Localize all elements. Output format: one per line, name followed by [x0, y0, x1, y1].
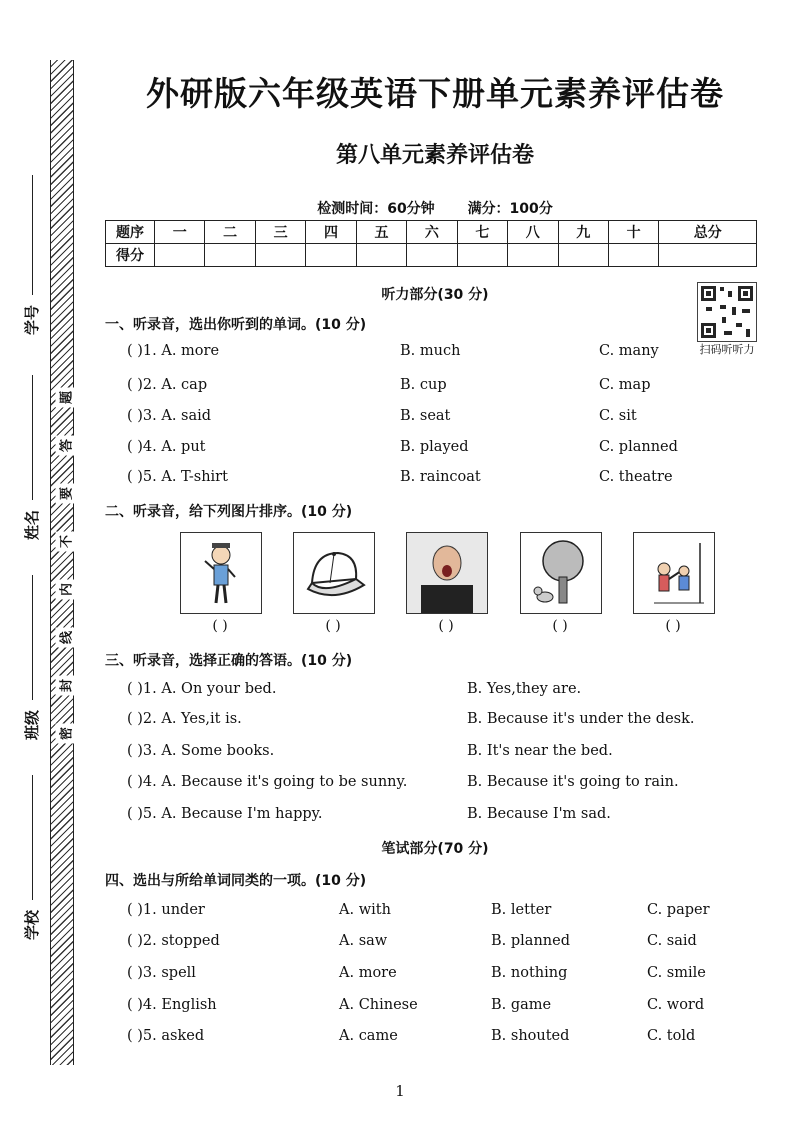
picture-4	[520, 532, 602, 614]
option-b: B. Because I'm sad.	[467, 806, 611, 822]
binding-hatch	[50, 60, 74, 1065]
kids-pointing-icon	[634, 533, 714, 613]
question-text[interactable]: ( )5. asked	[127, 1028, 205, 1044]
picture-5	[633, 532, 715, 614]
score-table-header-cell: 二	[205, 221, 255, 244]
score-table-header-cell: 十	[608, 221, 658, 244]
section4-item	[105, 902, 765, 926]
main-title: 外研版六年级英语下册单元素养评估卷	[146, 74, 724, 113]
option-b: B. played	[400, 439, 469, 455]
section3-item	[105, 711, 765, 735]
option-c: C. said	[647, 933, 697, 949]
score-table-header-cell: 三	[255, 221, 305, 244]
score-input-cell[interactable]	[356, 244, 406, 267]
exam-full-score: 满分：100分	[467, 201, 553, 217]
question-text[interactable]: ( )5. A. Because I'm happy.	[127, 806, 323, 822]
option-b: B. nothing	[491, 965, 568, 981]
question-text[interactable]: ( )2. A. Yes,it is.	[127, 711, 242, 727]
exam-time: 检测时间：60分钟	[317, 201, 435, 217]
option-c: C. word	[647, 997, 705, 1013]
option-b: B. shouted	[491, 1028, 570, 1044]
question-text[interactable]: ( )5. A. T-shirt	[127, 469, 228, 485]
option-b: B. much	[400, 343, 461, 359]
section1-item	[105, 439, 765, 463]
section3-title: 三、听录音，选择正确的答语。(10 分)	[105, 653, 353, 669]
option-c: C. paper	[647, 902, 710, 918]
class-label: 班级	[23, 710, 41, 741]
seal-char: 密	[56, 724, 75, 744]
question-text[interactable]: ( )3. A. Some books.	[127, 743, 275, 759]
option-c: C. smile	[647, 965, 706, 981]
section4-item	[105, 997, 765, 1021]
question-text[interactable]: ( )2. stopped	[127, 933, 220, 949]
option-b: B. Because it's going to rain.	[467, 774, 679, 790]
written-title: 笔试部分(70 分)	[381, 841, 489, 857]
sub-title: 第八单元素养评估卷	[335, 143, 534, 168]
score-input-cell[interactable]	[608, 244, 658, 267]
section3-item	[105, 743, 765, 767]
option-a: A. with	[339, 902, 391, 918]
score-table-header-cell: 四	[306, 221, 356, 244]
cap-icon	[294, 533, 374, 613]
section1-item	[105, 408, 765, 432]
picture-2-answer[interactable]: ( )	[325, 618, 341, 634]
score-table-header-cell: 五	[356, 221, 406, 244]
option-c: C. told	[647, 1028, 696, 1044]
picture-5-answer[interactable]: ( )	[665, 618, 681, 634]
question-text[interactable]: ( )1. A. more	[127, 343, 220, 359]
question-text[interactable]: ( )1. A. On your bed.	[127, 681, 277, 697]
score-input-cell[interactable]	[659, 244, 757, 267]
picture-2	[293, 532, 375, 614]
qr-label: 扫码听听力	[699, 343, 755, 356]
shouting-boy-icon	[407, 533, 487, 613]
seal-char: 封	[56, 676, 75, 696]
score-input-cell[interactable]	[255, 244, 305, 267]
section1-item	[105, 377, 765, 401]
option-a: A. more	[339, 965, 397, 981]
section4-item	[105, 933, 765, 957]
seal-char: 答	[56, 436, 75, 456]
option-c: C. planned	[599, 439, 678, 455]
score-input-cell[interactable]	[457, 244, 507, 267]
option-b: B. It's near the bed.	[467, 743, 613, 759]
picture-1	[180, 532, 262, 614]
section4-title: 四、选出与所给单词同类的一项。(10 分)	[105, 873, 367, 889]
option-a: A. Chinese	[339, 997, 418, 1013]
section1-item	[105, 469, 765, 493]
score-table-header-cell: 六	[407, 221, 457, 244]
picture-3	[406, 532, 488, 614]
option-b: B. game	[491, 997, 552, 1013]
question-text[interactable]: ( )4. A. Because it's going to be sunny.	[127, 774, 408, 790]
score-input-cell[interactable]	[508, 244, 558, 267]
score-table-header-cell: 题序	[106, 221, 155, 244]
score-table-header-cell: 八	[508, 221, 558, 244]
section4-item	[105, 1028, 765, 1052]
option-b: B. cup	[400, 377, 447, 393]
section3-item	[105, 806, 765, 830]
class-line[interactable]	[32, 575, 33, 700]
option-a: A. came	[339, 1028, 398, 1044]
seal-char: 要	[56, 484, 75, 504]
qr-code-icon[interactable]	[697, 282, 757, 342]
section1-title: 一、听录音，选出你听到的单词。(10 分)	[105, 317, 367, 333]
option-b: B. seat	[400, 408, 451, 424]
section1-item	[105, 343, 765, 367]
seal-char: 题	[56, 388, 75, 408]
question-text[interactable]: ( )3. A. said	[127, 408, 212, 424]
student-number-line[interactable]	[32, 175, 33, 295]
seal-char: 线	[56, 628, 75, 648]
name-label: 姓名	[23, 510, 41, 541]
exam-meta	[105, 198, 765, 218]
option-c: C. theatre	[599, 469, 673, 485]
option-c: C. map	[599, 377, 651, 393]
seal-char: 不	[56, 532, 75, 552]
page-number: 1	[395, 1082, 405, 1100]
question-text[interactable]: ( )2. A. cap	[127, 377, 208, 393]
score-input-cell[interactable]	[205, 244, 255, 267]
score-input-cell[interactable]	[306, 244, 356, 267]
picture-1-answer[interactable]: ( )	[212, 618, 228, 634]
score-input-cell[interactable]	[155, 244, 205, 267]
question-text[interactable]: ( )1. under	[127, 902, 205, 918]
score-table-score-row	[106, 244, 757, 267]
student-number-label: 学号	[23, 305, 41, 336]
option-b: B. planned	[491, 933, 570, 949]
listening-title: 听力部分(30 分)	[381, 287, 489, 303]
question-text[interactable]: ( )4. A. put	[127, 439, 206, 455]
tree-dog-icon	[521, 533, 601, 613]
section4-item	[105, 965, 765, 989]
question-text[interactable]: ( )4. English	[127, 997, 217, 1013]
boy-cartoon-icon	[181, 533, 261, 613]
seal-char: 内	[56, 580, 75, 600]
score-input-cell[interactable]	[558, 244, 608, 267]
binding-margin	[0, 0, 80, 1130]
option-c: C. many	[599, 343, 659, 359]
score-label-cell: 得分	[106, 244, 155, 267]
score-table-header-cell: 一	[155, 221, 205, 244]
option-c: C. sit	[599, 408, 637, 424]
option-b: B. Yes,they are.	[467, 681, 582, 697]
school-label: 学校	[23, 910, 41, 941]
score-table-header-cell: 总分	[659, 221, 757, 244]
option-b: B. raincoat	[400, 469, 481, 485]
name-line[interactable]	[32, 375, 33, 500]
score-table-header-cell: 七	[457, 221, 507, 244]
section2-title: 二、听录音，给下列图片排序。(10 分)	[105, 504, 353, 520]
score-table-header-row	[106, 221, 757, 244]
section3-item	[105, 681, 765, 705]
option-b: B. letter	[491, 902, 552, 918]
score-table-header-cell: 九	[558, 221, 608, 244]
picture-4-answer[interactable]: ( )	[552, 618, 568, 634]
section3-item	[105, 774, 765, 798]
picture-3-answer[interactable]: ( )	[438, 618, 454, 634]
question-text[interactable]: ( )3. spell	[127, 965, 196, 981]
score-table	[105, 220, 757, 267]
option-a: A. saw	[339, 933, 388, 949]
score-input-cell[interactable]	[407, 244, 457, 267]
option-b: B. Because it's under the desk.	[467, 711, 695, 727]
school-line[interactable]	[32, 775, 33, 900]
